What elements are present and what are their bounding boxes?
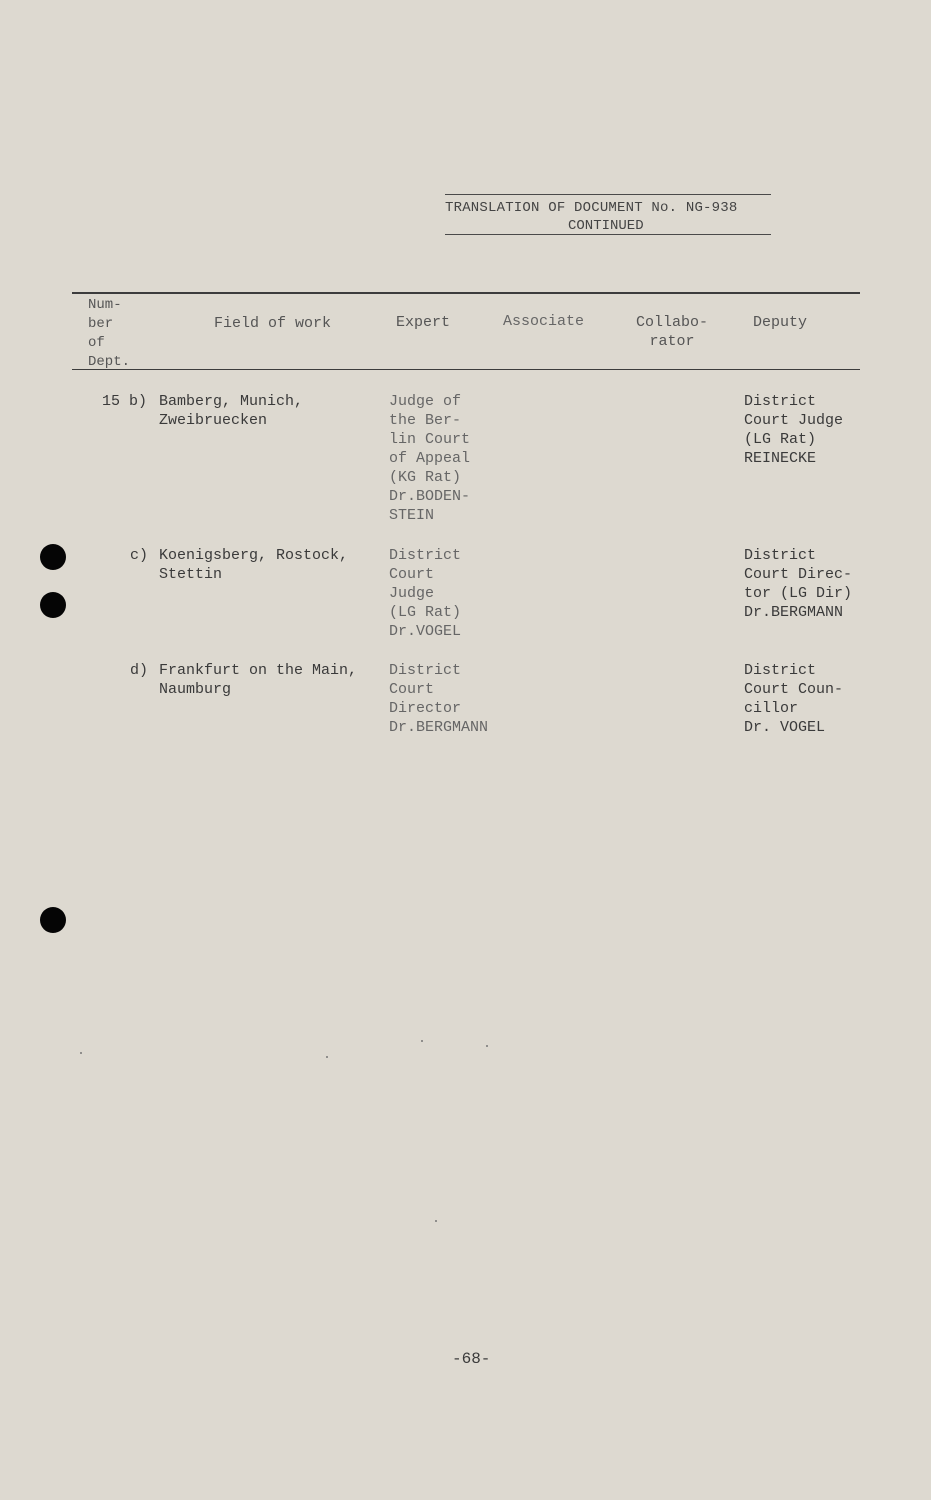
column-header-associate: Associate [503,313,585,330]
row-c-number: c) [130,547,149,564]
row-c-deputy: District Court Direc- tor (LG Dir) Dr.BERGMANN [744,547,853,621]
document-subtitle: CONTINUED [568,218,644,234]
punch-hole-bottom [40,907,66,933]
header-bottom-rule [445,234,771,235]
paper-speck [421,1040,423,1042]
column-header-expert: Expert [396,314,451,331]
punch-hole-middle [40,592,66,618]
punch-hole-top [40,544,66,570]
row-15b-deputy: District Court Judge (LG Rat) REINECKE [744,393,844,467]
table-header-rule [72,369,860,370]
row-c-field: Koenigsberg, Rostock, Stettin [159,547,349,583]
row-c-expert: District Court Judge (LG Rat) Dr.VOGEL [389,547,462,640]
paper-speck [486,1045,488,1047]
column-header-deputy: Deputy [753,314,808,331]
row-15b-field: Bamberg, Munich, Zweibruecken [159,393,304,429]
paper-speck [435,1220,437,1222]
column-header-number: Num- ber of Dept. [88,297,131,370]
row-15b-number: 15 b) [102,393,148,410]
page-number: -68- [452,1350,491,1368]
row-d-expert: District Court Director Dr.BERGMANN [389,662,489,736]
header-top-rule [445,194,771,195]
paper-speck [80,1052,82,1054]
row-15b-expert: Judge of the Ber- lin Court of Appeal (KG Rat) Dr.BODEN- STEIN [389,393,471,524]
table-top-rule [72,292,860,294]
paper-speck [326,1056,328,1058]
column-header-field: Field of work [214,315,332,332]
column-header-collaborator: Collabo- rator [636,314,709,350]
row-d-field: Frankfurt on the Main, Naumburg [159,662,358,698]
row-d-number: d) [130,662,149,679]
row-d-deputy: District Court Coun- cillor Dr. VOGEL [744,662,844,736]
document-title: TRANSLATION OF DOCUMENT No. NG-938 [445,200,738,216]
